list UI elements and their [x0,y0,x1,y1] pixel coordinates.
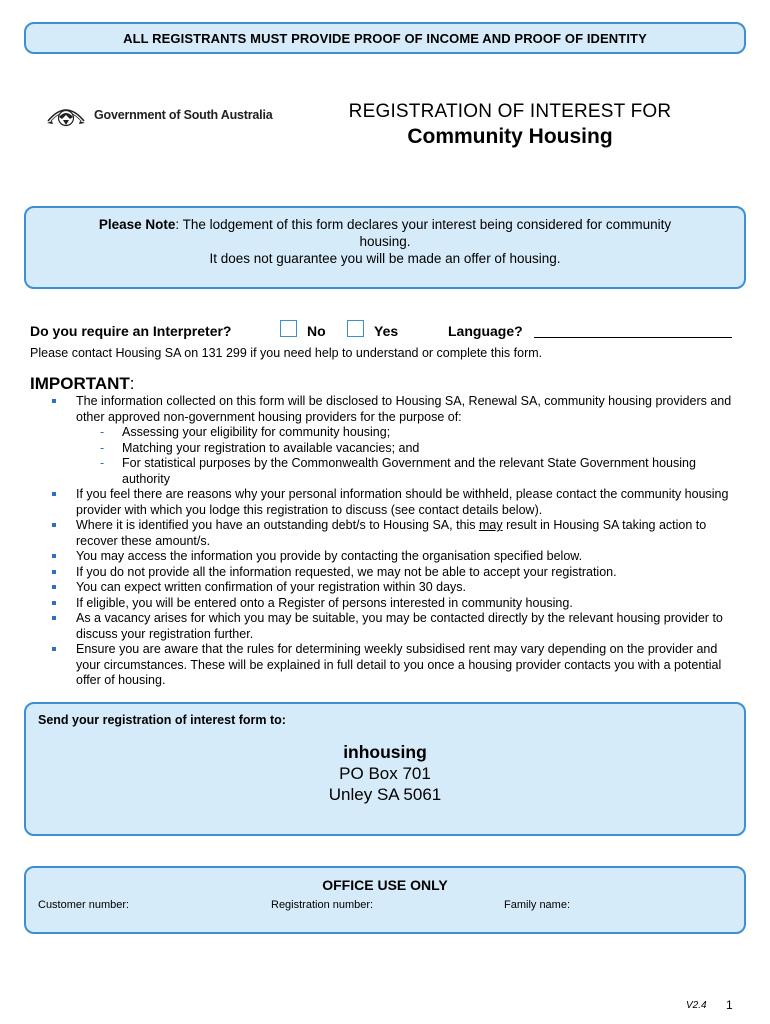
bullet-icon [52,399,56,403]
sub-list-item [76,441,742,457]
note-line-2: housing. [359,234,411,249]
list-item-text: The information collected on this form will be disclosed to Housing SA, Renewal SA, community housing providers and other approved non-government housing providers for the purpose of: [76,394,732,424]
bullet-icon [52,616,56,620]
form-title-line2: Community Housing [407,125,613,148]
office-use-heading: OFFICE USE ONLY [322,877,448,893]
sub-list-item-text: Assessing your eligibility for community housing; [122,425,391,439]
sub-list-item-text: For statistical purposes by the Commonwealth Government and the relevant State Government housing authority [122,456,696,486]
list-item [52,487,742,518]
customer-number-field[interactable]: Customer number: [38,899,130,911]
form-title-line1: REGISTRATION OF INTEREST FOR [348,101,672,122]
note-label: Please Note [98,217,176,232]
proof-banner-text: ALL REGISTRANTS MUST PROVIDE PROOF OF INCOME AND PROOF OF IDENTITY [123,30,647,46]
mailing-address [26,742,744,805]
dash-icon: - [100,440,105,455]
important-heading [30,374,135,394]
purpose-sublist [76,425,742,487]
bullet-icon [52,570,56,574]
dash-icon: - [100,425,105,439]
list-item-text-pre: Where it is identified you have an outstanding debt/s to Housing SA, this [76,518,480,532]
office-use-box [24,866,746,934]
list-item [52,642,742,689]
page-number: 1 [726,998,733,1012]
list-item [52,565,742,581]
form-title [335,101,685,149]
sub-list-item [76,425,742,441]
list-item-text: As a vacancy arises for which you may be suitable, you may be contacted directly by the relevant housing provider to discuss your registration further. [76,611,723,641]
contact-help-text: Please contact Housing SA on 131 299 if you need help to understand or complete this form. [30,346,543,360]
bullet-icon [52,554,56,558]
list-item [52,596,742,612]
sub-list-item-text: Matching your registration to available vacancies; and [122,440,420,455]
address-line-1: PO Box 701 [339,764,431,783]
interpreter-no-label: No [307,323,326,339]
list-item-text: You can expect written confirmation of your registration within 30 days. [76,580,467,594]
note-line-3: It does not guarantee you will be made an offer of housing. [209,251,561,266]
list-item [52,549,742,565]
bullet-icon [52,585,56,589]
bullet-icon [52,523,56,527]
please-note-box [24,206,746,289]
list-item [52,518,742,549]
bullet-icon [52,601,56,605]
registration-number-field[interactable]: Registration number: [271,899,374,911]
language-label: Language? [448,323,523,339]
interpreter-yes-label: Yes [374,323,399,339]
send-heading: Send your registration of interest form to: [38,713,286,727]
may-underlined: may [479,518,503,532]
list-item-text: If you do not provide all the information requested, we may not be able to accept your registration. [76,564,617,579]
logo-text: Government of South Australia [94,108,273,122]
bullet-icon [52,647,56,651]
note-line-1 [26,216,744,233]
address-line-2: Unley SA 5061 [328,785,442,804]
list-item-text: Ensure you are aware that the rules for determining weekly subsidised rent may vary depending on the provider and your circumstances. These will be explained in full detail to you once a housing provider contacts you with a potential offer of housing. [76,642,722,687]
interpreter-row [30,320,750,342]
list-item-text: If eligible, you will be entered onto a Register of persons interested in community housing. [76,595,573,610]
address-org: inhousing [343,742,427,762]
piping-shrike-crest-icon [44,101,88,129]
important-list [52,394,742,689]
note-text-1: : The lodgement of this form declares your interest being considered for community [175,217,672,232]
version-label: V2.4 [686,1000,707,1011]
family-name-field[interactable]: Family name: [504,899,571,911]
interpreter-yes-checkbox[interactable] [347,320,364,337]
send-address-box [24,702,746,836]
proof-banner [24,22,746,54]
government-logo [44,100,294,130]
interpreter-no-checkbox[interactable] [280,320,297,337]
list-item-text: If you feel there are reasons why your personal information should be withheld, please contact the community housing provider with which you lodge this registration to discuss (see contact details below). [76,487,729,517]
list-item [52,580,742,596]
important-colon: : [129,374,135,393]
sub-list-item [76,456,742,487]
dash-icon: - [100,456,105,470]
important-heading-text: IMPORTANT [30,374,130,393]
list-item [52,611,742,642]
bullet-icon [52,492,56,496]
language-field[interactable] [534,337,732,338]
list-item-text: You may access the information you provide by contacting the organisation specified below. [76,549,583,563]
list-item [52,394,742,487]
list-item-text-post: result in Housing SA taking action to recover these amount/s. [76,518,707,548]
interpreter-question: Do you require an Interpreter? [30,323,232,339]
